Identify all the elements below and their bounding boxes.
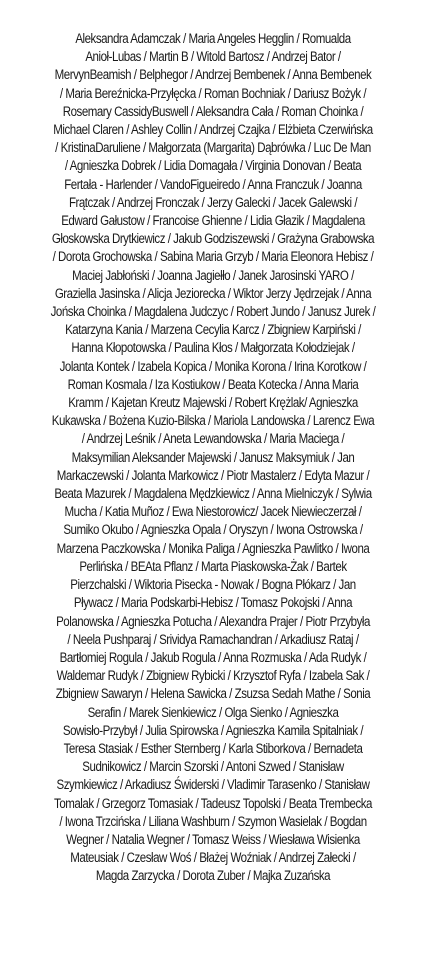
names-line: Waldemar Rudyk / Zbigniew Rybicki / Krzysztof Ryfa / Izabela Sak / xyxy=(56,668,370,684)
names-line: Roman Kosmala / Iza Kostiukow / Beata Kotecka / Anna Maria xyxy=(67,376,359,392)
names-line: Pływacz / Maria Podskarbi-Hebisz / Tomasz Pokojski / Anna xyxy=(73,595,353,611)
names-line: Zbigniew Sawaryn / Helena Sawicka / Zsuzsa Sedah Mathe / Sonia xyxy=(55,686,371,702)
names-line: / Neela Pushparaj / Srividya Ramachandran / Arkadiusz Rataj / xyxy=(67,631,359,647)
names-line: Frątczak / Andrzej Fronczak / Jerzy Galecki / Jacek Galewski / xyxy=(68,194,358,210)
names-line: Kukawska / Bożena Kuzio-Bilska / Mariola Landowska / Larencz Ewa xyxy=(51,413,375,429)
names-line: Sumiko Okubo / Agnieszka Opala / Oryszyn / Iwona Ostrowska / xyxy=(63,522,363,538)
names-line: Fertała - Harlender / VandoFigueiredo / Anna Franczuk / Joanna xyxy=(64,176,362,192)
names-line: Jońska Choinka / Magdalena Judczyc / Robert Jundo / Janusz Jurek / xyxy=(50,304,376,320)
names-line: / KristinaDaruliene / Małgorzata (Margarita) Dąbrówka / Luc De Man xyxy=(55,140,371,156)
names-line: Mateusiak / Czesław Woś / Błażej Woźniak / Andrzej Załecki / xyxy=(70,850,356,866)
names-line: Perlińska / BEAta Pflanz / Marta Piaskowska-Żak / Bartek xyxy=(79,558,347,574)
names-line: Głoskowska Drytkiewicz / Jakub Godziszewski / Grażyna Grabowska xyxy=(51,231,375,247)
names-line: / Agnieszka Dobrek / Lidia Domagała / Virginia Donovan / Beata xyxy=(64,158,362,174)
names-line: Hanna Kłopotowska / Paulina Kłos / Małgorzata Kołodziejak / xyxy=(71,340,355,356)
names-line: Mucha / Katia Muñoz / Ewa Niestorowicz/ Jacek Niewieczerzał / xyxy=(64,504,362,520)
names-line: Edward Gałustow / Francoise Ghienne / Lidia Głazik / Magdalena xyxy=(61,213,365,229)
names-line: Rosemary CassidyBuswell / Aleksandra Cała / Roman Choinka / xyxy=(62,103,364,119)
names-line: Beata Mazurek / Magdalena Mędzkiewicz / Anna Mielniczyk / Sylwia xyxy=(54,486,372,502)
names-line: MervynBeamish / Belphegor / Andrzej Bembenek / Anna Bembenek xyxy=(54,67,372,83)
names-line: Maksymilian Aleksander Majewski / Janusz Maksymiuk / Jan xyxy=(71,449,355,465)
names-line: Michael Claren / Ashley Collin / Andrzej Czajka / Elżbieta Czerwińska xyxy=(53,122,373,138)
names-line: Aleksandra Adamczak / Maria Angeles Hegglin / Romualda xyxy=(75,31,351,46)
names-line: Tomalak / Grzegorz Tomasiak / Tadeusz Topolski / Beata Trembecka xyxy=(54,795,372,811)
names-line: / Andrzej Leśnik / Aneta Lewandowska / Maria Maciega / xyxy=(81,431,345,447)
names-line: Katarzyna Kania / Marzena Cecylia Karcz / Zbigniew Karpiński / xyxy=(65,322,361,338)
names-line: Magda Zarzycka / Dorota Zuber / Majka Zuzańska xyxy=(95,868,331,884)
names-line: Sowisło-Przybył / Julia Spirowska / Agnieszka Kamila Spitalniak / xyxy=(62,722,364,738)
names-line: Graziella Jasinska / Alicja Jeziorecka / Wiktor Jerzy Jędrzejak / Anna xyxy=(54,285,372,301)
names-line: Anioł-Lubas / Martin B / Witold Bartosz / Andrzej Bator / xyxy=(85,49,341,65)
names-line: / Maria Bereźnicka-Przyłęcka / Roman Bochniak / Dariusz Bożyk / xyxy=(59,85,367,101)
names-line: Wegner / Natalia Wegner / Tomasz Weiss / Wiesława Wisienka xyxy=(66,831,360,847)
names-line: / Iwona Trzcińska / Liliana Washburn / Szymon Wasielak / Bogdan xyxy=(59,813,367,829)
names-line: Maciej Jabłoński / Joanna Jagiełło / Janek Jarosinski YARO / xyxy=(72,267,354,283)
names-line: Jolanta Kontek / Izabela Kopica / Monika Korona / Irina Korotkow / xyxy=(59,358,367,374)
names-line: Serafin / Marek Sienkiewicz / Olga Sienko / Agnieszka xyxy=(87,704,339,720)
names-line: Szymkiewicz / Arkadiusz Świderski / Vladimir Tarasenko / Stanisław xyxy=(56,777,370,793)
names-list xyxy=(19,30,408,886)
names-line: Pierzchalski / Wiktoria Pisecka - Nowak / Bogna Płókarz / Jan xyxy=(70,577,356,593)
names-line: / Dorota Grochowska / Sabina Maria Grzyb / Maria Eleonora Hebisz / xyxy=(52,249,374,265)
names-line: Marzena Paczkowska / Monika Paliga / Agnieszka Pawlitko / Iwona xyxy=(56,540,370,556)
names-line: Kramm / Kajetan Kreutz Majewski / Robert Krężlak/ Agnieszka xyxy=(68,395,358,411)
names-line: Bartłomiej Rogula / Jakub Rogula / Anna Rozmuska / Ada Rudyk / xyxy=(59,649,367,665)
names-line: Polanowska / Agnieszka Potucha / Alexandra Prajer / Piotr Przybyła xyxy=(56,613,370,629)
names-line: Teresa Stasiak / Esther Sternberg / Karla Stiborkova / Bernadeta xyxy=(63,740,363,756)
names-line: Markaczewski / Jolanta Markowicz / Piotr Mastalerz / Edyta Mazur / xyxy=(56,467,370,483)
names-line: Sudnikowicz / Marcin Szorski / Antoni Szwed / Stanisław xyxy=(82,759,344,775)
